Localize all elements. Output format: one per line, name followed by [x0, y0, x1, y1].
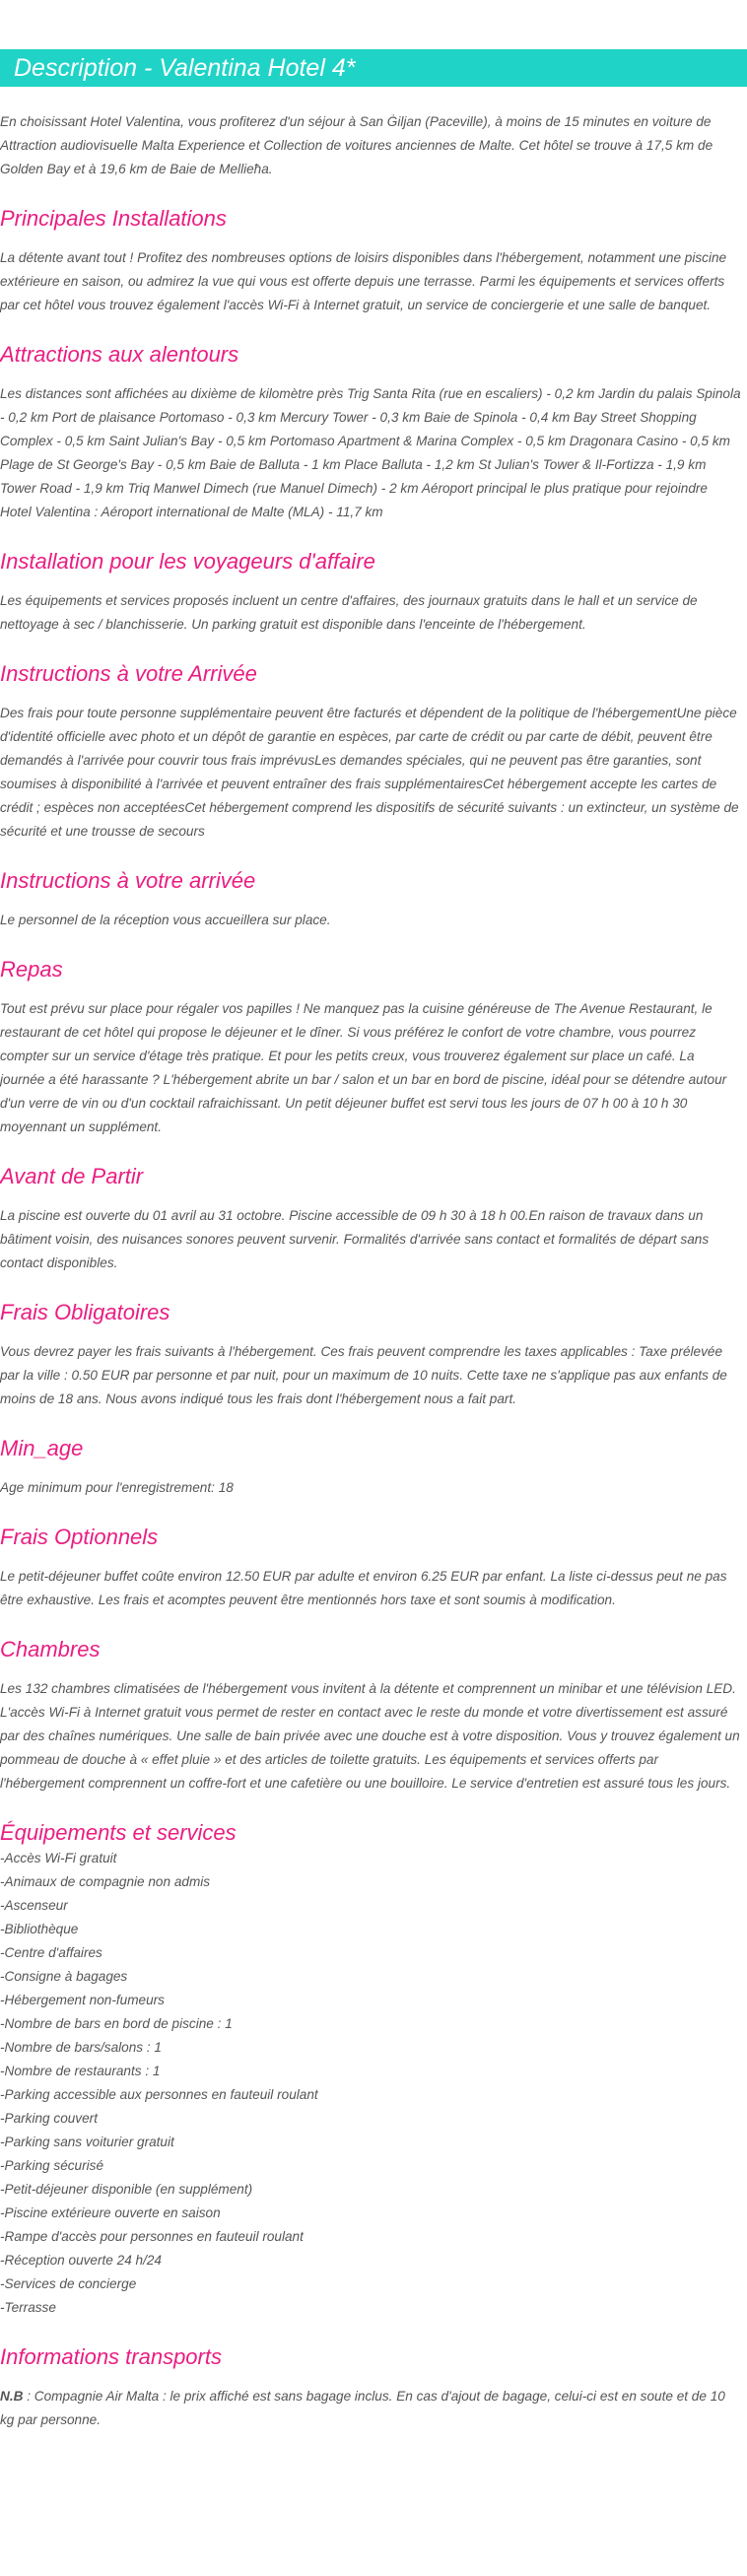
section-heading: Principales Installations: [0, 206, 227, 231]
section-text: Le personnel de la réception vous accueillera sur place.: [0, 913, 331, 927]
content-section: [0, 956, 747, 1139]
transport-text: [0, 2385, 747, 2432]
section-text: Les 132 chambres climatisées de l'hébergement vous invitent à la détente et comprennent un minibar et une télévision LED. L'accès Wi-Fi à Internet gratuit vous permet de rester en contact avec le reste du monde et votre divertissement est assuré par des chaînes numériques. Une salle de bain privée avec une douche est à votre disposition. Vous y trouvez également un pommeau de douche à « effet pluie » et des articles de toilette gratuits. Les équipements et services offerts par l'hébergement comprennent un coffre-fort et une cafetière ou une bouilloire. Le service d'entretien est assuré tous les jours.: [0, 1681, 740, 1791]
section-text: La piscine est ouverte du 01 avril au 31 octobre. Piscine accessible de 09 h 30 à 18 h 00.En raison de travaux dans un bâtiment voisin, des nuisances sonores peuvent survenir. Formalités d'arrivée sans contact et formalités de départ sans contact disponibles.: [0, 1208, 710, 1270]
section-text: Les équipements et services proposés incluent un centre d'affaires, des journaux gratuits dans le hall et un service de nettoyage à sec / blanchisserie. Un parking gratuit est disponible dans l'enceinte de l'hébergement.: [0, 593, 698, 632]
equipment-item: -Petit-déjeuner disponible (en supplément): [0, 2182, 253, 2197]
content-section: [0, 341, 747, 524]
section-text: La détente avant tout ! Profitez des nombreuses options de loisirs disponibles dans l'hébergement, notamment une piscine extérieure en saison, ou admirez la vue qui vous est offerte depuis une terrasse. Parmi les équipements et services offerts par cet hôtel vous trouvez également l'accès Wi-Fi à Internet gratuit, un service de conciergerie et une salle de banquet.: [0, 250, 727, 312]
equipment-item: -Ascenseur: [0, 1898, 68, 1913]
content-section: [0, 1163, 747, 1275]
section-heading: Avant de Partir: [0, 1164, 144, 1188]
section-text: Tout est prévu sur place pour régaler vos papilles ! Ne manquez pas la cuisine généreuse de The Avenue Restaurant, le restaurant de cet hôtel qui propose le déjeuner et le dîner. Si vous préférez le confort de votre chambre, vous pourrez compter sur un service d'étage très pratique. Et pour les petits creux, vous trouverez également sur place un café. La journée a été harassante ? L'hébergement abrite un bar / salon et un bar en bord de piscine, idéal pour se détendre autour d'un verre de vin ou d'un cocktail rafraichissant. Un petit déjeuner buffet est servi tous les jours de 07 h 00 à 10 h 30 moyennant un supplément.: [0, 1001, 727, 1134]
equipment-item: -Réception ouverte 24 h/24: [0, 2253, 162, 2268]
equipment-item: -Nombre de bars en bord de piscine : 1: [0, 2016, 233, 2031]
section-text: Des frais pour toute personne supplémentaire peuvent être facturés et dépendent de la politique de l'hébergementUne pièce d'identité officielle avec photo et un dépôt de garantie en espèces, par carte de crédit ou par carte de débit, peuvent être demandés à l'arrivée pour couvrir tous frais imprévusLes demandes spéciales, qui ne peuvent pas être garanties, sont soumises à disponibilité à l'arrivée et peuvent entraîner des frais supplémentairesCet hébergement accepte les cartes de crédit ; espèces non acceptéesCet hébergement comprend les dispositifs de sécurité suivants : un extincteur, un système de sécurité et une trousse de secours: [0, 706, 739, 839]
section-heading: Informations transports: [0, 2344, 222, 2369]
equipment-item: -Centre d'affaires: [0, 1945, 102, 1960]
equipment-item: -Nombre de restaurants : 1: [0, 2064, 161, 2078]
page-title: Description - Valentina Hotel 4*: [0, 49, 747, 87]
equipment-item: -Terrasse: [0, 2300, 56, 2315]
equipment-item: -Bibliothèque: [0, 1922, 79, 1936]
equipment-item: -Animaux de compagnie non admis: [0, 1874, 211, 1889]
nb-label: N.B: [0, 2389, 24, 2404]
content-section: [0, 1435, 747, 1500]
equipment-item: -Piscine extérieure ouverte en saison: [0, 2205, 221, 2220]
content-section: [0, 1636, 747, 1796]
equipment-item: -Parking sécurisé: [0, 2158, 104, 2173]
section-heading: Équipements et services: [0, 1820, 237, 1845]
equipment-item: -Parking sans voiturier gratuit: [0, 2135, 174, 2149]
content-section: [0, 660, 747, 844]
section-heading: Instructions à votre arrivée: [0, 868, 256, 893]
content-section: [0, 205, 747, 317]
equipment-item: -Hébergement non-fumeurs: [0, 1993, 165, 2007]
content-section: [0, 548, 747, 637]
section-heading: Min_age: [0, 1436, 84, 1460]
section-heading: Frais Optionnels: [0, 1525, 159, 1549]
section-heading: Attractions aux alentours: [0, 342, 239, 367]
equipment-item: -Accès Wi-Fi gratuit: [0, 1851, 117, 1865]
equipment-section: [0, 1819, 747, 2320]
sections-container: [0, 205, 747, 1796]
content-section: [0, 1299, 747, 1411]
section-heading: Chambres: [0, 1637, 101, 1661]
equipment-item: -Parking accessible aux personnes en fauteuil roulant: [0, 2087, 318, 2102]
equipment-item: -Rampe d'accès pour personnes en fauteuil roulant: [0, 2229, 304, 2244]
section-text: Le petit-déjeuner buffet coûte environ 12.50 EUR par adulte et environ 6.25 EUR par enfant. La liste ci-dessus peut ne pas être exhaustive. Les frais et acomptes peuvent être mentionnés hors taxe et sont soumis à modification.: [0, 1569, 727, 1607]
section-text: Les distances sont affichées au dixième de kilomètre près Trig Santa Rita (rue en escaliers) - 0,2 km Jardin du palais Spinola - 0,2 km Port de plaisance Portomaso - 0,3 km Mercury Tower - 0,3 km Baie de Spinola - 0,4 km Bay Street Shopping Complex - 0,5 km Saint Julian's Bay - 0,5 km Portomaso Apartment & Marina Complex - 0,5 km Dragonara Casino - 0,5 km Plage de St George's Bay - 0,5 km Baie de Balluta - 1 km Place Balluta - 1,2 km St Julian's Tower & Il-Fortizza - 1,9 km Tower Road - 1,9 km Triq Manwel Dimech (rue Manuel Dimech) - 2 km Aéroport principal le plus pratique pour rejoindre Hotel Valentina : Aéroport international de Malte (MLA) - 11,7 km: [0, 386, 741, 519]
section-heading: Repas: [0, 957, 63, 982]
content-section: [0, 867, 747, 932]
equipment-item: -Nombre de bars/salons : 1: [0, 2040, 162, 2055]
equipment-item: -Parking couvert: [0, 2111, 98, 2126]
section-heading: Instructions à votre Arrivée: [0, 661, 257, 686]
equipment-item: -Services de concierge: [0, 2276, 137, 2291]
intro-text: En choisissant Hotel Valentina, vous profiterez d'un séjour à San Ġiljan (Paceville), à moins de 15 minutes en voiture de Attraction audiovisuelle Malta Experience et Collection de voitures anciennes de Malte. Cet hôtel se trouve à 17,5 km de Golden Bay et à 19,6 km de Baie de Mellieħa.: [0, 114, 713, 176]
content-section: [0, 1524, 747, 1612]
transport-section: [0, 2343, 747, 2432]
section-heading: Installation pour les voyageurs d'affaire: [0, 549, 375, 574]
section-text: Age minimum pour l'enregistrement: 18: [0, 1480, 234, 1495]
section-text: Vous devrez payer les frais suivants à l'hébergement. Ces frais peuvent comprendre les taxes applicables : Taxe prélevée par la ville : 0.50 EUR par personne et par nuit, pour un maximum de 10 nuits. Cette taxe ne s'applique pas aux enfants de moins de 18 ans. Nous avons indiqué tous les frais dont l'hébergement nous a fait part.: [0, 1344, 727, 1406]
section-heading: Frais Obligatoires: [0, 1300, 170, 1324]
transport-note: : Compagnie Air Malta : le prix affiché est sans bagage inclus. En cas d'ajout de bagage, celui-ci est en soute et de 10 kg par personne.: [0, 2389, 725, 2427]
equipment-list: [0, 1847, 747, 2320]
equipment-item: -Consigne à bagages: [0, 1969, 128, 1984]
